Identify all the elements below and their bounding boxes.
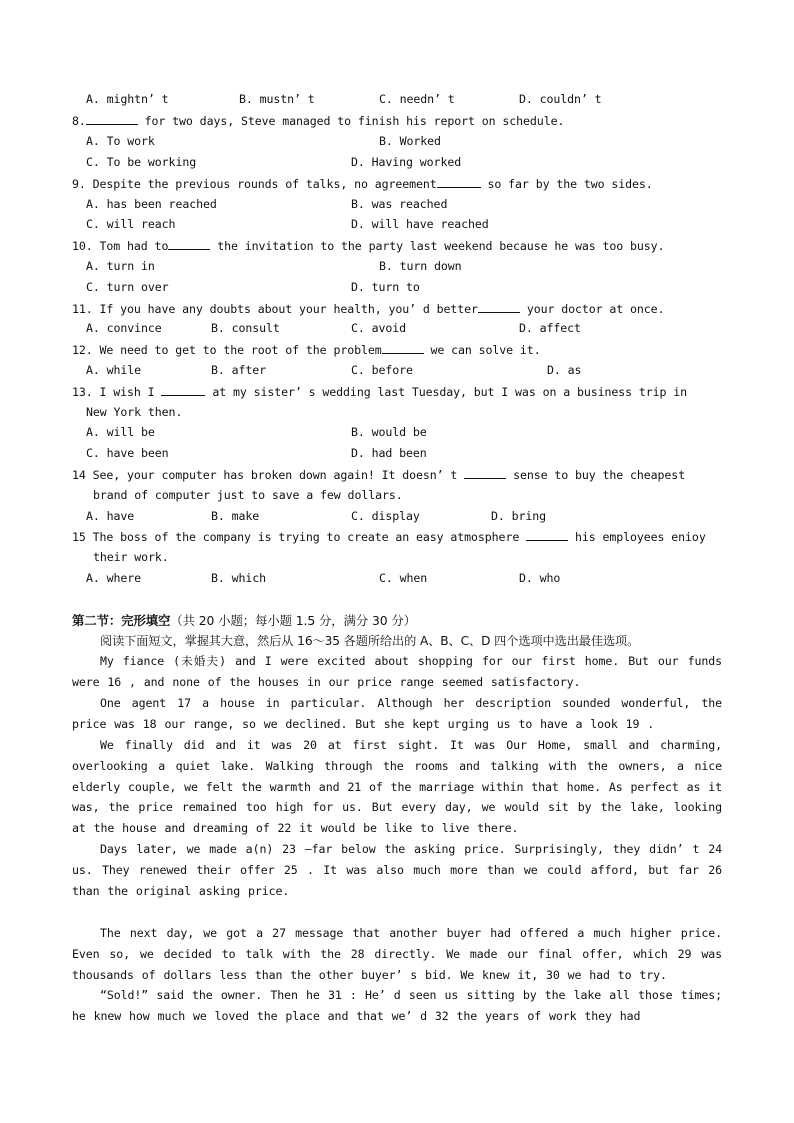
- passage-paragraph-1: My fiance (未婚夫) and I were excited about shopping for our first home. But our funds were 16 , and none of the houses in our price range seemed satisfactory.: [72, 654, 722, 689]
- section-note: （共 20 小题；每小题 1.5 分，满分 30 分）: [170, 613, 416, 628]
- q7-option-b: B. mustn’ t: [239, 92, 315, 106]
- answer-blank: [464, 467, 506, 479]
- question-10: 10. Tom had to the invitation to the party last weekend because he was too busy.: [72, 239, 665, 253]
- answer-blank: [382, 342, 424, 354]
- q13-option-b: B. would be: [351, 425, 427, 439]
- q9-option-c: C. will reach: [86, 217, 176, 231]
- answer-blank: [161, 384, 205, 396]
- q8-option-b: B. Worked: [379, 134, 441, 148]
- q7-option-c: C. needn’ t: [379, 92, 455, 106]
- q11-option-d: D. affect: [519, 321, 581, 335]
- passage-paragraph-2: One agent 17 a house in particular. Although her description sounded wonderful, the price was 18 our range, so we declined. But she kept urging us to have a look 19 .: [72, 696, 722, 731]
- q14-option-c: C. display: [351, 509, 420, 523]
- section-heading: [72, 613, 416, 628]
- question-15: 15 The boss of the company is trying to create an easy atmosphere his employees enioy: [72, 530, 706, 544]
- q12-option-d: D. as: [547, 363, 582, 377]
- passage-paragraph-6: “Sold!” said the owner. Then he 31 : He’ d seen us sitting by the lake all those times; he knew how much we loved the place and that we’ d 32 the years of work they had: [72, 988, 722, 1023]
- q14-option-d: D. bring: [491, 509, 547, 523]
- q7-option-d: D. couldn’ t: [519, 92, 602, 106]
- q11-option-c: C. avoid: [351, 321, 407, 335]
- answer-blank: [437, 176, 481, 188]
- q15-option-a: A. where: [86, 571, 142, 585]
- q15-option-c: C. when: [379, 571, 428, 585]
- q13-option-a: A. will be: [86, 425, 155, 439]
- q8-option-c: C. To be working: [86, 155, 197, 169]
- question-8: 8. for two days, Steve managed to finish his report on schedule.: [72, 114, 565, 128]
- q9-option-a: A. has been reached: [86, 197, 217, 211]
- q15-option-d: D. who: [519, 571, 561, 585]
- q11-option-b: B. consult: [211, 321, 280, 335]
- answer-blank: [526, 529, 568, 541]
- answer-blank: [478, 301, 520, 313]
- q8-option-a: A. To work: [86, 134, 155, 148]
- q10-option-a: A. turn in: [86, 259, 155, 273]
- answer-blank: [86, 113, 138, 125]
- question-9: 9. Despite the previous rounds of talks, no agreement so far by the two sides.: [72, 177, 653, 191]
- q10-option-d: D. turn to: [351, 280, 420, 294]
- q12-option-c: C. before: [351, 363, 413, 377]
- q10-option-b: B. turn down: [379, 259, 462, 273]
- passage-paragraph-3: We finally did and it was 20 at first sight. It was Our Home, small and charming, overlooking a quiet lake. Walking through the rooms and talking with the owners, a nice elderly couple, we felt the warmth and 21 of the marriage within that home. As perfect as it was, the price remained too high for us. But every day, we would sit by the lake, looking at the house and dreaming of 22 it would be like to live there.: [72, 738, 722, 836]
- question-13: 13. I wish I at my sister’ s wedding last Tuesday, but I was on a business trip in: [72, 385, 688, 399]
- q13-option-c: C. have been: [86, 446, 169, 460]
- passage-paragraph-5: The next day, we got a 27 message that another buyer had offered a much higher price. Even so, we decided to talk with the 28 directly. We made our final offer, which 29 was thousands of dollars less than the other buyer’ s bid. We knew it, 30 we had to try.: [72, 926, 722, 982]
- answer-blank: [168, 238, 210, 250]
- q13-option-d: D. had been: [351, 446, 427, 460]
- question-12: 12. We need to get to the root of the problem we can solve it.: [72, 343, 541, 357]
- q12-option-b: B. after: [211, 363, 267, 377]
- question-15-continued: their work.: [93, 550, 169, 564]
- question-11: 11. If you have any doubts about your health, you’ d better your doctor at once.: [72, 302, 665, 316]
- q14-option-a: A. have: [86, 509, 135, 523]
- q8-option-d: D. Having worked: [351, 155, 462, 169]
- q10-option-c: C. turn over: [86, 280, 169, 294]
- q11-option-a: A. convince: [86, 321, 162, 335]
- q9-option-b: B. was reached: [351, 197, 448, 211]
- section-instruction: 阅读下面短文，掌握其大意，然后从 16～35 各题所给出的 A、B、C、D 四个选项中选出最佳选项。: [100, 634, 640, 648]
- question-14-continued: brand of computer just to save a few dollars.: [93, 488, 403, 502]
- section-title: 第二节：完形填空: [72, 613, 171, 628]
- q15-option-b: B. which: [211, 571, 267, 585]
- q14-option-b: B. make: [211, 509, 260, 523]
- passage-paragraph-4: Days later, we made a(n) 23 —far below the asking price. Surprisingly, they didn’ t 24 us. They renewed their offer 25 . It was also much more than we could afford, but far 26 than the original asking price.: [72, 842, 722, 898]
- q12-option-a: A. while: [86, 363, 142, 377]
- q7-option-a: A. mightn’ t: [86, 92, 169, 106]
- question-13-continued: New York then.: [86, 405, 183, 419]
- question-14: 14 See, your computer has broken down again! It doesn’ t sense to buy the cheapest: [72, 468, 686, 482]
- q9-option-d: D. will have reached: [351, 217, 489, 231]
